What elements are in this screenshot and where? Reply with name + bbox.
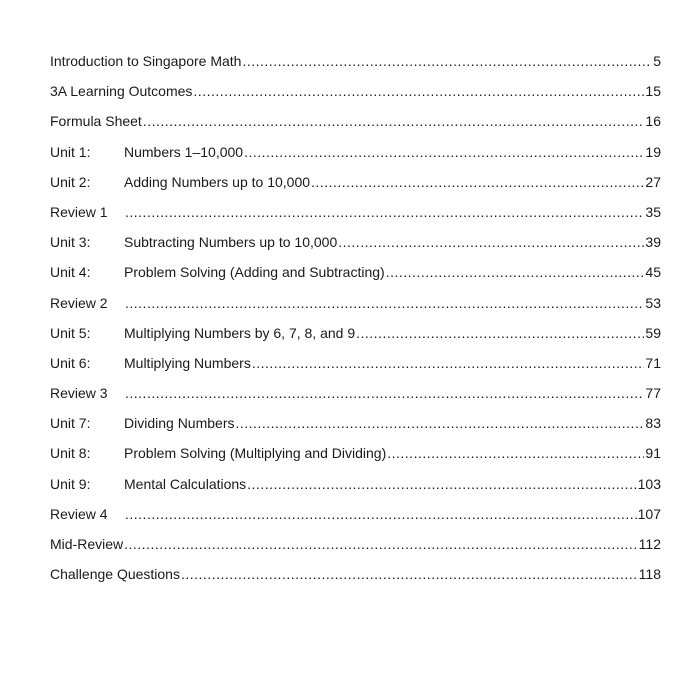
toc-row-learning-outcomes[interactable]	[50, 80, 661, 110]
dot-leader	[386, 261, 645, 283]
toc-page-number: 35	[645, 203, 661, 220]
dot-leader	[125, 382, 644, 404]
dot-leader	[387, 442, 644, 464]
toc-entry-title: Dividing Numbers	[124, 415, 235, 432]
dot-leader	[252, 352, 645, 374]
dot-leader	[244, 141, 644, 163]
toc-page-number: 16	[645, 113, 661, 130]
toc-unit-label: Unit 9:	[50, 475, 91, 492]
toc-unit-label: Unit 3:	[50, 234, 91, 251]
dot-leader	[143, 110, 645, 132]
toc-row-challenge-questions[interactable]	[50, 563, 661, 593]
dot-leader	[338, 231, 644, 253]
dot-leader	[125, 201, 644, 223]
toc-row-unit-6[interactable]	[50, 352, 661, 382]
toc-entry-title: Introduction to Singapore Math	[50, 53, 242, 69]
toc-row-review-2[interactable]	[50, 292, 661, 322]
toc-unit-label: Unit 5:	[50, 324, 91, 341]
dot-leader	[193, 80, 644, 102]
toc-page-number: 91	[645, 445, 661, 462]
toc-unit-label: Review 4	[50, 505, 108, 522]
toc-row-unit-3[interactable]	[50, 231, 661, 261]
toc-page-number: 5	[653, 53, 661, 69]
toc-entry-title: Problem Solving (Adding and Subtracting)	[124, 264, 385, 281]
toc-page-number: 103	[637, 475, 661, 492]
toc-page-number: 83	[645, 415, 661, 432]
toc-page-number: 27	[645, 173, 661, 190]
toc-row-formula-sheet[interactable]	[50, 110, 661, 140]
toc-entry-title: Formula Sheet	[50, 113, 142, 130]
toc-row-unit-4[interactable]	[50, 261, 661, 291]
toc-entry-title: Problem Solving (Multiplying and Dividing)	[124, 445, 387, 462]
toc-row-unit-2[interactable]	[50, 171, 661, 201]
toc-entry-title: Subtracting Numbers up to 10,000	[124, 234, 338, 251]
toc-entry-title: Challenge Questions	[50, 566, 180, 583]
toc-unit-label: Review 2	[50, 294, 108, 311]
toc-unit-label: Unit 7:	[50, 415, 91, 432]
table-of-contents	[50, 50, 661, 593]
toc-unit-label: Unit 6:	[50, 354, 91, 371]
dot-leader	[125, 292, 644, 314]
toc-page-number: 118	[638, 566, 661, 583]
toc-unit-label: Unit 1:	[50, 143, 91, 160]
toc-row-unit-9[interactable]	[50, 473, 661, 503]
toc-unit-label: Unit 2:	[50, 173, 91, 190]
toc-page-number: 59	[645, 324, 661, 341]
toc-row-unit-8[interactable]	[50, 442, 661, 472]
toc-entry-title: Mid-Review	[50, 536, 124, 552]
toc-page-number: 19	[645, 143, 661, 160]
dot-leader	[181, 563, 638, 585]
toc-page-number: 15	[645, 83, 661, 100]
toc-entry-title: Numbers 1–10,000	[124, 143, 244, 160]
toc-unit-label: Unit 8:	[50, 445, 91, 462]
toc-page-number: 71	[645, 354, 661, 371]
dot-leader	[242, 50, 652, 72]
toc-row-review-3[interactable]	[50, 382, 661, 412]
toc-page-number: 107	[637, 505, 661, 522]
dot-leader	[356, 322, 644, 344]
toc-unit-label: Review 3	[50, 385, 108, 402]
toc-row-review-1[interactable]	[50, 201, 661, 231]
toc-row-mid-review[interactable]	[50, 533, 661, 563]
toc-row-unit-5[interactable]	[50, 322, 661, 352]
toc-page-number: 53	[645, 294, 661, 311]
toc-entry-title: Mental Calculations	[124, 475, 247, 492]
dot-leader	[311, 171, 644, 193]
toc-entry-title: Multiplying Numbers by 6, 7, 8, and 9	[124, 324, 356, 341]
toc-unit-label: Unit 4:	[50, 264, 91, 281]
dot-leader	[247, 473, 636, 495]
toc-row-introduction[interactable]	[50, 50, 661, 80]
toc-unit-label: Review 1	[50, 203, 108, 220]
toc-entry-title: 3A Learning Outcomes	[50, 83, 193, 100]
toc-row-unit-1[interactable]	[50, 141, 661, 171]
dot-leader	[124, 533, 638, 555]
toc-page-number: 112	[638, 536, 661, 552]
toc-page-number: 77	[645, 385, 661, 402]
toc-entry-title: Multiplying Numbers	[124, 354, 251, 371]
toc-page-number: 39	[645, 234, 661, 251]
dot-leader	[125, 503, 637, 525]
dot-leader	[235, 412, 644, 434]
toc-row-review-4[interactable]	[50, 503, 661, 533]
toc-row-unit-7[interactable]	[50, 412, 661, 442]
toc-entry-title: Adding Numbers up to 10,000	[124, 173, 311, 190]
toc-page-number: 45	[645, 264, 661, 281]
